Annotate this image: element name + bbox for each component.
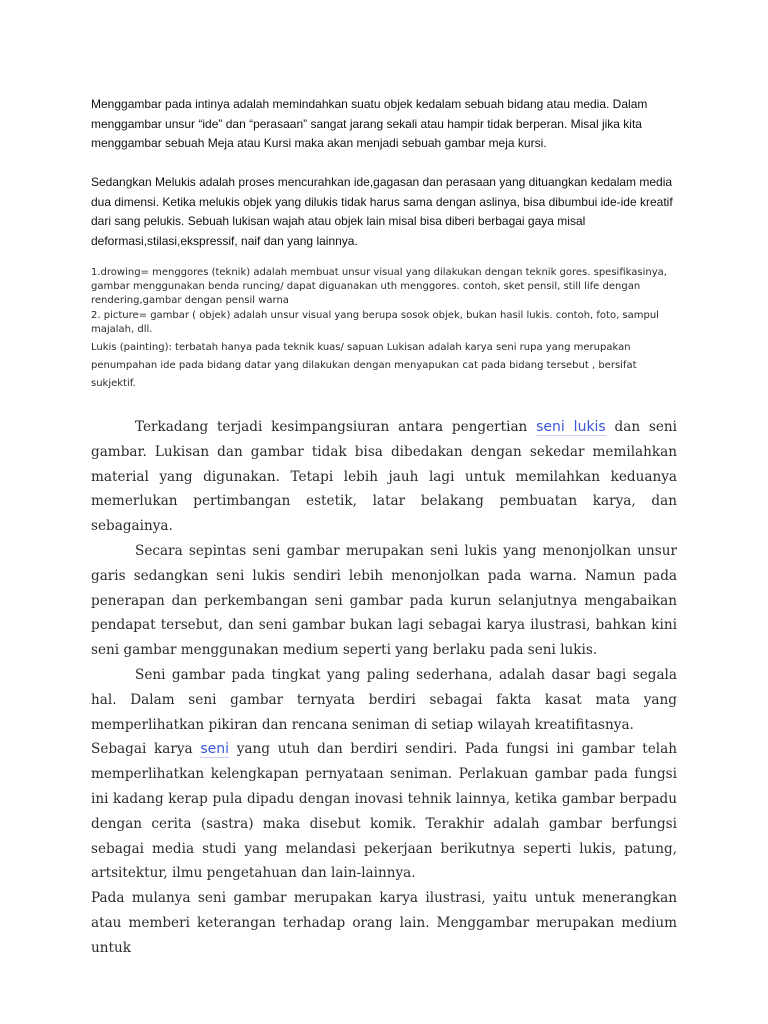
body-paragraph-4 [91, 737, 677, 886]
definition-list [91, 266, 681, 337]
paragraph-text: Lukis (painting): terbatah hanya pada teknik kuas/ sapuan Lukisan adalah karya seni rupa yang merupakan penumpahan ide pada bidang datar yang dilakukan dengan menyapukan cat pada bidang tersebut , bersifat sukjektif. [91, 342, 637, 389]
intro-paragraph-menggambar [91, 95, 681, 154]
body-text: dan seni gambar. Lukisan dan gambar tidak bisa dibedakan dengan sekedar memilahkan material yang digunakan. Tetapi lebih jauh lagi untuk memilahkan keduanya memerlukan pertimbangan estetik, latar belakang pembuatan karya, dan sebagainya. [91, 419, 677, 535]
body-text: yang utuh dan berdiri sendiri. Pada fungsi ini gambar telah memperlihatkan kelengkapan pernyataan seniman. Perlakuan gambar pada fungsi ini kadang kerap pula dipadu dengan inovasi tehnik lainnya, ketika gambar berpadu dengan cerita (sastra) maka disebut komik. Terakhir adalah gambar berfungsi sebagai media studi yang melandasi pekerjaan berikutnya seperti lukis, patung, artsitektur, ilmu pengetahuan dan lain-lainnya. [91, 741, 677, 882]
body-text: Terkadang terjadi kesimpangsiuran antara pengertian [135, 419, 537, 435]
seni-lukis-link[interactable]: seni lukis [536, 419, 606, 435]
main-body-text [91, 415, 677, 961]
body-text: Sebagai karya [91, 741, 201, 758]
paragraph-text: Sedangkan Melukis adalah proses mencurahkan ide,gagasan dan perasaan yang dituangkan kedalam media dua dimensi. Ketika melukis objek yang dilukis tidak harus sama dengan aslinya, bisa dibumbui ide-ide kreatif dari sang pelukis. Sebuah lukisan wajah atau objek lain misal bisa diberi berbagai gaya misal deformasi,stilasi,ekspressif, naif dan yang lainnya. [91, 175, 673, 248]
list-item-picture: 2. picture= gambar ( objek) adalah unsur visual yang berupa sosok objek, bukan hasil lukis. contoh, foto, sampul majalah, dll. [91, 309, 659, 335]
body-paragraph-5: Pada mulanya seni gambar merupakan karya ilustrasi, yaitu untuk menerangkan atau memberi keterangan terhadap orang lain. Menggambar merupakan medium untuk [91, 890, 677, 956]
list-item-drowing: 1.drowing= menggores (teknik) adalah membuat unsur visual yang dilakukan dengan teknik gores. spesifikasinya, gambar menggunakan benda runcing/ dapat diguanakan uth menggores. contoh, sket pensil, still life dengan rendering,gambar dengan pensil warna [91, 267, 667, 307]
body-paragraph-1 [91, 415, 677, 539]
lukis-definition [91, 339, 681, 393]
body-paragraph-3: Seni gambar pada tingkat yang paling sederhana, adalah dasar bagi segala hal. Dalam seni gambar ternyata berdiri sebagai fakta kasat mata yang memperlihatkan pikiran dan rencana seniman di setiap wilayah kreatifitasnya. [91, 666, 677, 733]
paragraph-text: Menggambar pada intinya adalah memindahkan suatu objek kedalam sebuah bidang atau media. Dalam menggambar unsur “ide” dan “perasaan” sangat jarang sekali atau hampir tidak berperan. Misal jika kita menggambar sebuah Meja atau Kursi maka akan menjadi sebuah gambar meja kursi. [91, 97, 648, 150]
seni-link[interactable]: seni [200, 741, 230, 758]
body-paragraph-2: Secara sepintas seni gambar merupakan seni lukis yang menonjolkan unsur garis sedangkan seni lukis sendiri lebih menonjolkan pada warna. Namun pada penerapan dan perkembangan seni gambar pada kurun selanjutnya mengabaikan pendapat tersebut, dan seni gambar bukan lagi sebagai karya ilustrasi, bahkan kini seni gambar menggunakan medium seperti yang berlaku pada seni lukis. [91, 542, 677, 659]
intro-paragraph-melukis [91, 173, 681, 251]
